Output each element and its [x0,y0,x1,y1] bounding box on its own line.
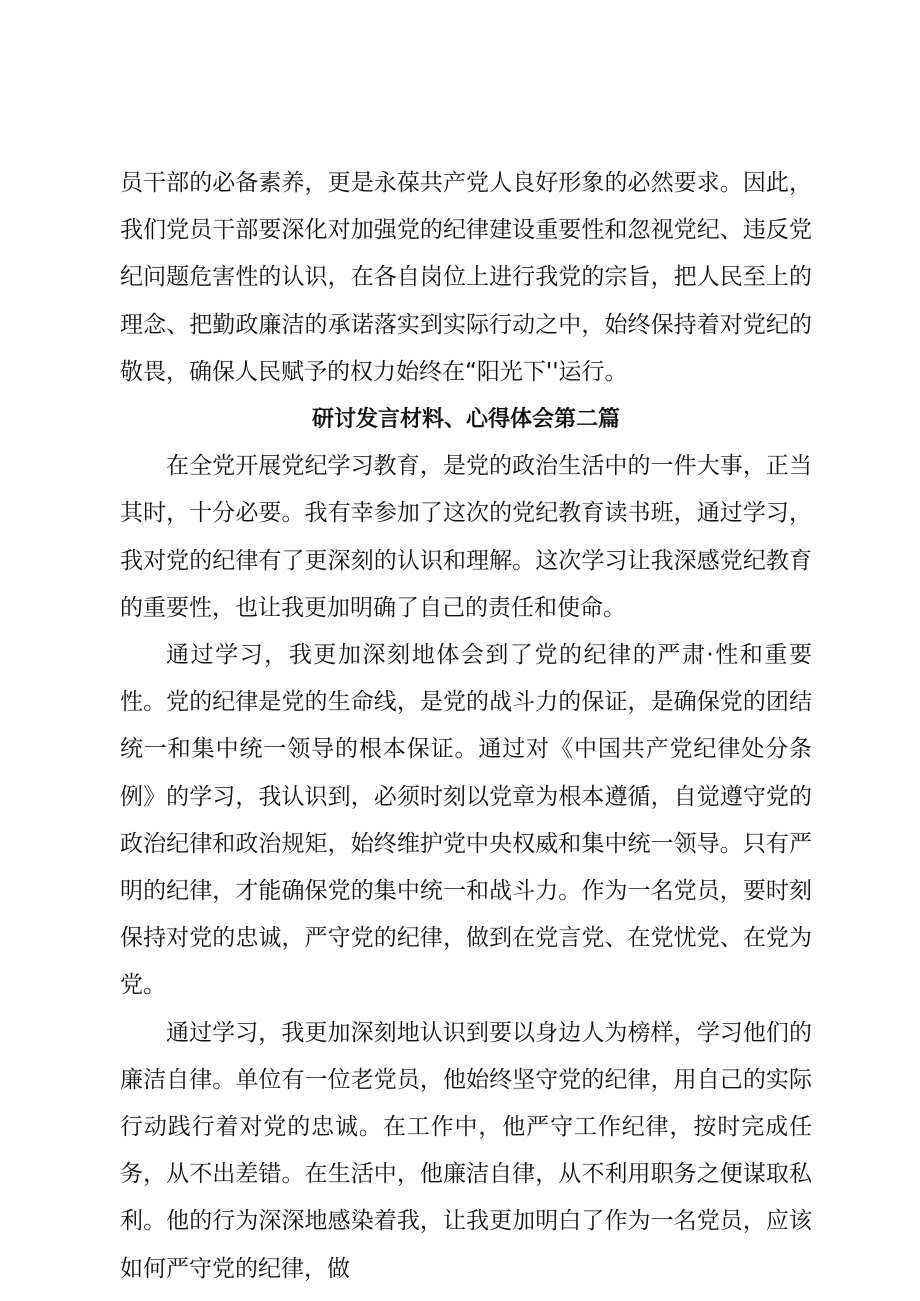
paragraph-2: 通过学习，我更加深刻地体会到了党的纪律的严肃·性和重要性。党的纪律是党的生命线，是党的战斗力的保证，是确保党的团结统一和集中统一领导的根本保证。通过对《中国共产党纪律处分条例》的学习，我认识到，必须时刻以党章为根本遵循，自觉遵守党的政治纪律和政治规矩，始终维护党中央权威和集中统一领导。只有严明的纪律，才能确保党的集中统一和战斗力。作为一名党员，要时刻保持对党的忠诚，严守党的纪律，做到在党言党、在党忧党、在党为党。 [120,642,812,999]
paragraph-1: 在全党开展党纪学习教育，是党的政治生活中的一件大事，正当其时，十分必要。我有幸参加了这次的党纪教育读书班，通过学习，我对党的纪律有了更深刻的认识和理解。这次学习让我深感党纪教育的重要性，也让我更加明确了自己的责任和使命。 [120,453,812,621]
intro-paragraph: 员干部的必备素养，更是永葆共产党人良好形象的必然要求。因此，我们党员干部要深化对加强党的纪律建设重要性和忽视党纪、违反党纪问题危害性的认识，在各自岗位上进行我党的宗旨，把人民至上的理念、把勤政廉洁的承诺落实到实际行动之中，始终保持着对党纪的敬畏，确保人民赋予的权力始终在“阳光下''运行。 [120,170,812,385]
paragraph-3: 通过学习，我更加深刻地认识到要以身边人为榜样，学习他们的廉洁自律。单位有一位老党员，他始终坚守党的纪律，用自己的实际行动践行着对党的忠诚。在工作中，他严守工作纪律，按时完成任务，从不出差错。在生活中，他廉洁自律，从不利用职务之便谋取私利。他的行为深深地感染着我，让我更加明白了作为一名党员，应该如何严守党的纪律，做 [120,1019,812,1282]
section-title: 研讨发言材料、心得体会第二篇 [311,407,620,433]
document-body [120,160,812,1293]
